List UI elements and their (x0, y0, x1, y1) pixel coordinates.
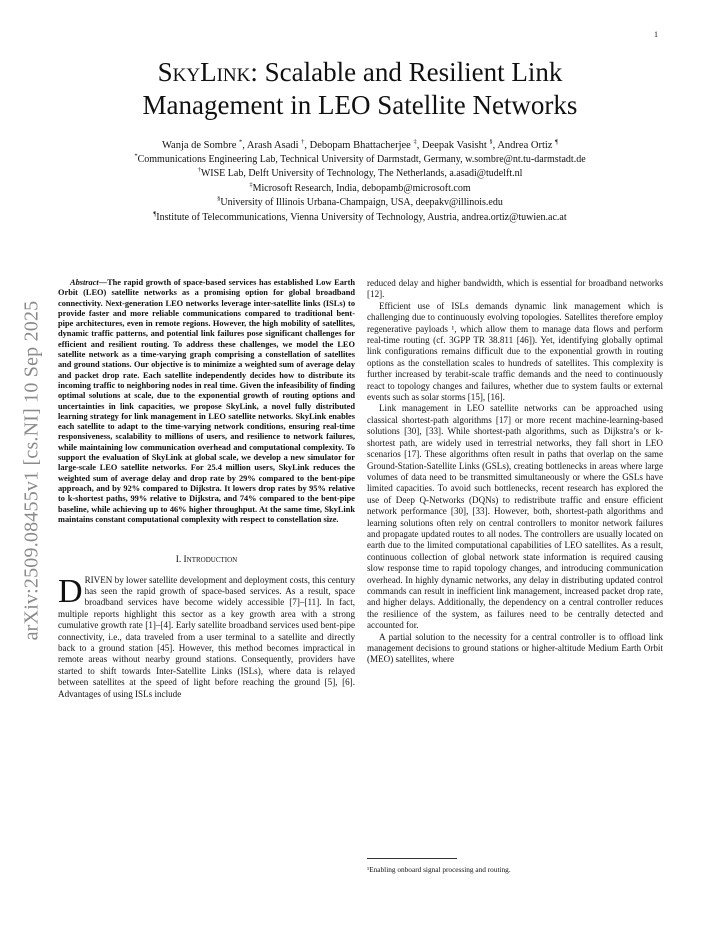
affiliation-line (40, 153, 680, 167)
author-list: Wanja de Sombre *, Arash Asadi †, Debopam Bhattacherjee ‡, Deepak Vasisht §, Andrea Ortiz ¶ (161, 138, 559, 151)
affiliation-list (40, 153, 680, 225)
title-line2: Management in LEO Satellite Networks (142, 90, 578, 120)
author-name: Andrea Ortiz (497, 140, 553, 151)
author-mark: † (301, 138, 305, 146)
author-name: Arash Asadi (246, 140, 299, 151)
affiliation-text: University of Illinois Urbana-Champaign, USA, deepakv@illinois.edu (220, 197, 503, 209)
page-number: 1 (654, 30, 658, 39)
author-mark: ‡ (413, 138, 417, 146)
affiliation-mark: ¶ (153, 210, 157, 218)
author-mark: § (489, 138, 493, 146)
affiliation-mark: † (197, 167, 201, 175)
abstract (58, 278, 355, 525)
affiliation-line (40, 211, 680, 225)
author-name: Debopam Bhattacherjee (309, 140, 411, 151)
author-mark: * (238, 138, 243, 146)
section-heading: I. Introduction (175, 555, 238, 566)
affiliation-mark: * (134, 152, 138, 160)
affiliation-mark: ‡ (249, 181, 253, 189)
intro-paragraph (58, 572, 355, 700)
affiliation-line (40, 182, 680, 196)
footnote: ¹Enabling onboard signal processing and routing. (367, 865, 511, 874)
abstract-text: —The rapid growth of space-based services has established Low Earth Orbit (LEO) satellite networks as a promising option for global broadband connectivity. Next-generation LEO networks leverage inter-satellite links (ISLs) to provide faster and more reliable communications compared to traditional bent-pipe architectures, even in remote regions. However, the high mobility of satellites, dynamic traffic patterns, and potential link failures pose significant challenges for efficient and resilient routing. To address these challenges, we model the LEO satellite network as a time-varying graph comprising a constellation of satellites and ground stations. Our objective is to minimize a weighted sum of average delay and packet drop rate. Each satellite independently decides how to distribute its incoming traffic to neighboring nodes in real time. Given the infeasibility of finding optimal solutions at scale, due to the exponential growth of routing options and uncertainties in link capacities, we propose SkyLink, a novel fully distributed learning strategy for link management in LEO satellite networks. SkyLink enables each satellite to adapt to the time-varying network conditions, ensuring real-time responsiveness, scalability to millions of users, and resilience to network failures, while maintaining low communication overhead and computational complexity. To support the evaluation of SkyLink at global scale, we develop a new simulator for large-scale LEO satellite networks. For 25.4 million users, SkyLink reduces the weighted sum of average delay and drop rate by 29% compared to the bent-pipe approach, and by 92% compared to Dijkstra. It lowers drop rates by 95% relative to k-shortest paths, 99% relative to Dijkstra, and 74% compared to the bent-pipe baseline, while achieving up to 46% higher throughput. At the same time, SkyLink maintains constant computational complexity with respect to constellation size. (58, 278, 355, 524)
body-paragraph: A partial solution to the necessity for a central controller is to offload link management decisions to ground stations or higher-altitude Medium Earth Orbit (MEO) satellites, where (367, 631, 663, 665)
affiliation-mark: § (217, 195, 221, 203)
affiliation-text: Institute of Telecommunications, Vienna University of Technology, Austria, andrea.ortiz@tuwien.ac.at (156, 211, 567, 223)
body-paragraph: reduced delay and higher bandwidth, which is essential for broadband networks [12]. (367, 278, 663, 300)
affiliation-text: WISE Lab, Delft University of Technology, The Netherlands, a.asadi@tudelft.nl (200, 168, 523, 180)
title-system-name: SkyLink (157, 57, 251, 87)
body-paragraph: Efficient use of ISLs demands dynamic link management which is challenging due to continuously evolving topologies. Satellites therefore employ regenerative payloads ¹, which allow them to manage data flows and perform real-time routing (cf. 3GPP TR 38.811 [46]). Yet, identifying globally optimal link configurations remains difficult due to the exponential growth in routing options as the constellation scales to hundreds of satellites. This complexity is further increased by terabit-scale traffic demands and the need to continuously react to topology changes and failures, whether due to system faults or external events such as solar storms [15], [16]. (367, 300, 663, 403)
author-name: Deepak Vasisht (421, 140, 487, 151)
affiliation-text: Microsoft Research, India, debopamb@microsoft.com (252, 182, 471, 194)
arxiv-identifier-text: arXiv:2509.08455v1 [cs.NI] 10 Sep 2025 (20, 300, 43, 640)
author-mark: ¶ (555, 138, 559, 146)
abstract-label: Abstract (70, 278, 99, 287)
paper-title (60, 56, 660, 122)
affiliation-line (40, 196, 680, 210)
body-paragraph: Link management in LEO satellite networks can be approached using classical shortest-path algorithms [17] or more recent machine-learning-based solutions [30], [33]. While shortest-path algorithms, such as Dijkstra’s or k-shortest path, are widely used in terrestrial networks, they fall short in LEO scenarios [17]. These algorithms often result in paths that overlap on the same Ground-Station-Satellite Links (GSLs), creating bottlenecks in areas where large volumes of data need to be transmitted simultaneously or where the GSLs have limited capacities. To avoid such bottlenecks, recent research has explored the use of Deep Q-Networks (DQNs) to redistribute traffic and ensure efficient network performance [30], [33]. However, both, shortest-path algorithms and learning solutions often rely on central controllers to monitor network failures and propagate updated routes to all nodes. The controllers are usually located on earth due to the limited computational capabilities of LEO satellites. As a result, continuous collection of global network state information is required causing slow response time to rapid topology changes, and introducing communication overhead. In highly dynamic networks, any delay in distributing updated control commands can result in inefficient link management, increased packet drop rate, and higher delays. Additionally, the dependency on a central controller reduces the resilience of the system, as failures need to be centrally detected and accounted for. (367, 403, 663, 631)
drop-cap: D (58, 572, 83, 610)
affiliation-text: Communications Engineering Lab, Technical University of Darmstadt, Germany, w.sombre@nt.tu-darmstadt.de (137, 154, 586, 165)
footnote-rule (367, 858, 457, 859)
author-name: Wanja de Sombre (161, 140, 237, 151)
arxiv-identifier (14, 270, 50, 670)
affiliation-line (40, 167, 680, 181)
intro-paragraph-text: RIVEN by lower satellite development and deployment costs, this century has seen the rapid growth of space-based services. As a result, space broadband services have become widely accessible [7]–[11]. In fact, multiple reports highlight this sector as a key growth area with a strong cumulative growth rate [1]–[4]. Early satellite broadband services used bent-pipe connectivity, i.e., data traveled from a user terminal to a satellite and directly back to a ground station [45]. However, this method becomes impractical in remote areas without nearby ground stations. Consequently, providers have started to shift towards Inter-Satellite Links (ISLs), where data is relayed between satellites at the speed of light before reaching the ground [5], [6]. Advantages of using ISLs include (58, 574, 355, 699)
left-column (58, 278, 355, 700)
right-column (367, 278, 663, 666)
title-line1-rest: : Scalable and Resilient Link (250, 57, 563, 87)
